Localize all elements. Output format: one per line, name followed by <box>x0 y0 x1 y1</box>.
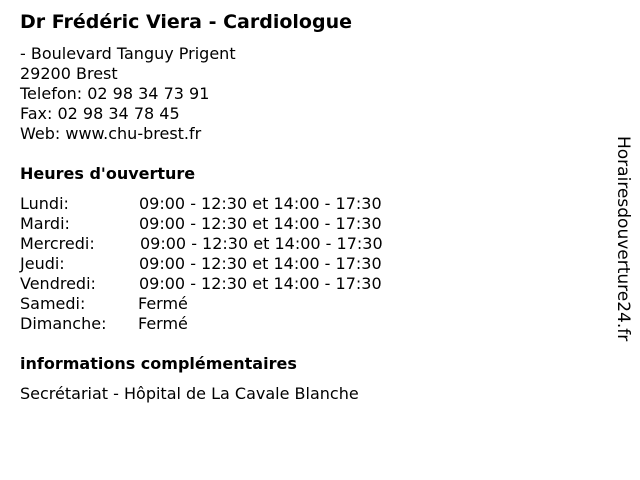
city-postcode: 29200 Brest <box>20 64 118 83</box>
hours-value: 09:00 - 12:30 et 14:00 - 17:30 <box>140 234 383 253</box>
hours-value: Fermé <box>138 314 188 333</box>
contact-block <box>20 44 236 144</box>
hours-value: 09:00 - 12:30 et 14:00 - 17:30 <box>139 274 382 293</box>
hours-day: Mercredi: <box>20 234 95 253</box>
phone-number: Telefon: 02 98 34 73 91 <box>20 84 210 103</box>
hours-day: Mardi: <box>20 214 70 233</box>
hours-day: Samedi: <box>20 294 86 313</box>
hours-day: Dimanche: <box>20 314 107 333</box>
page-title: Dr Frédéric Viera - Cardiologue <box>20 11 352 33</box>
street-address: - Boulevard Tanguy Prigent <box>20 44 236 63</box>
hours-day: Jeudi: <box>20 254 65 273</box>
watermark-text: Horairesdouverture24.fr <box>613 136 633 342</box>
site-watermark <box>611 136 635 344</box>
hours-value: 09:00 - 12:30 et 14:00 - 17:30 <box>139 214 382 233</box>
hours-value: Fermé <box>138 294 188 313</box>
fax-number: Fax: 02 98 34 78 45 <box>20 104 180 123</box>
hours-heading: Heures d'ouverture <box>20 164 196 183</box>
info-text: Secrétariat - Hôpital de La Cavale Blanche <box>20 384 359 403</box>
hours-day: Vendredi: <box>20 274 96 293</box>
info-heading: informations complémentaires <box>20 354 297 373</box>
hours-value: 09:00 - 12:30 et 14:00 - 17:30 <box>139 194 382 213</box>
website: Web: www.chu-brest.fr <box>20 124 202 143</box>
hours-day: Lundi: <box>20 194 69 213</box>
hours-value: 09:00 - 12:30 et 14:00 - 17:30 <box>139 254 382 273</box>
